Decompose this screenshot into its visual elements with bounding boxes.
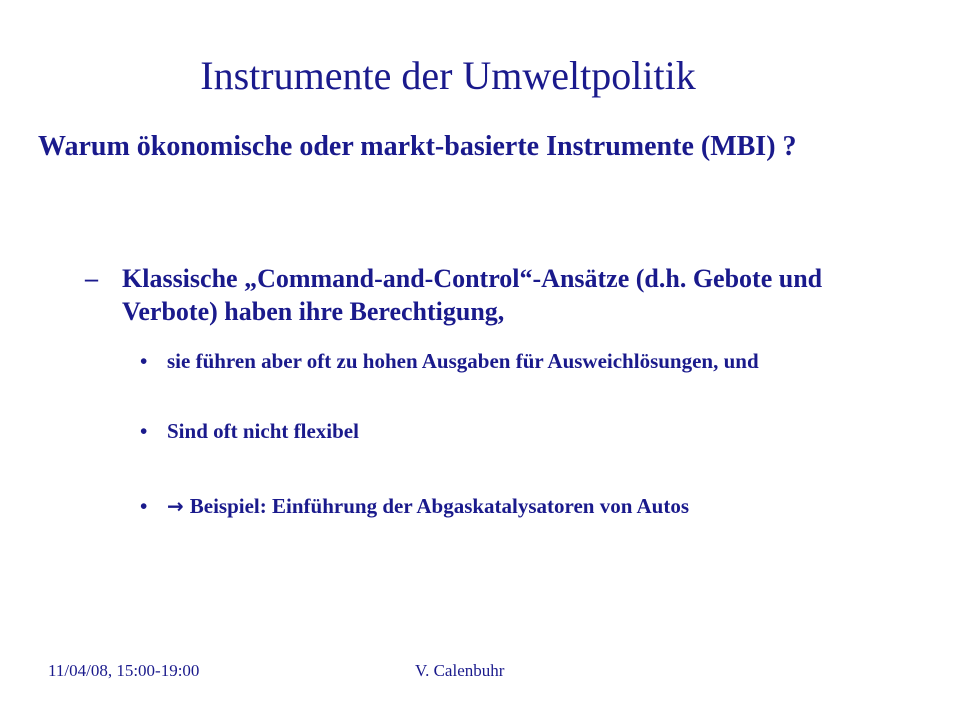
sub-point <box>85 262 922 328</box>
dash-marker: – <box>85 264 98 293</box>
bullet-text: sie führen aber oft zu hohen Ausgaben für Ausweichlösungen, und <box>167 349 759 373</box>
bullet-marker: • <box>140 349 148 373</box>
bullet-item <box>140 493 927 520</box>
bullet-text: Beispiel: Einführung der Abgaskatalysatoren von Autos <box>189 494 690 518</box>
bullet-marker: • <box>140 494 148 518</box>
bullet-item <box>140 348 927 375</box>
main-question: Warum ökonomische oder markt-basierte Instrumente (MBI) ? <box>38 131 797 162</box>
slide-title: Instrumente der Umweltpolitik <box>200 53 696 98</box>
bullet-marker: • <box>140 419 148 443</box>
arrow-right-icon: → <box>167 494 184 518</box>
bullet-item <box>140 418 927 445</box>
sub-point-text: Klassische „Command-and-Control“-Ansätze (d.h. Gebote und Verbote) haben ihre Berechtigung, <box>122 264 823 326</box>
footer-author: V. Calenbuhr <box>415 661 505 680</box>
footer-date: 11/04/08, 15:00-19:00 <box>48 661 200 680</box>
bullet-text: Sind oft nicht flexibel <box>167 419 359 443</box>
